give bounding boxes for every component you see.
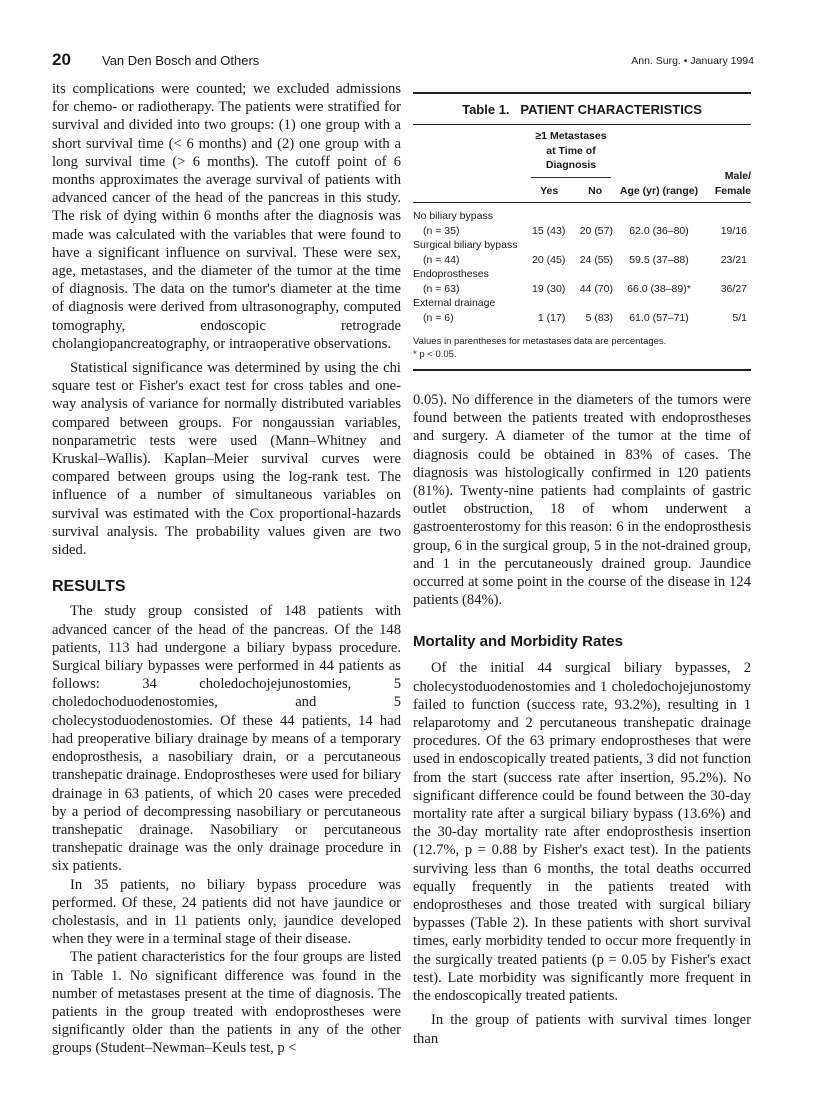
row-n: (n = 6) (423, 311, 454, 324)
row-label: External drainage (413, 297, 496, 309)
section-heading-mortality: Mortality and Morbidity Rates (413, 633, 624, 651)
column-header: No (588, 184, 603, 197)
table-footnote: * p < 0.05. (413, 349, 457, 360)
cell-yes: 20 (45) (532, 253, 566, 266)
table-row-label (413, 209, 751, 224)
table-row-label (413, 267, 751, 282)
cell-no: 5 (83) (585, 311, 613, 324)
cell-age: 61.0 (57–71) (629, 311, 689, 324)
journal-citation: Ann. Surg. • January 1994 (631, 55, 754, 67)
column-header: Age (yr) (range) (619, 184, 699, 197)
cell-yes: 15 (43) (532, 224, 566, 237)
paragraph: The patient characteristics for the four groups are listed in Table 1. No significant difference was found in the number of metastases present at the time of diagnosis. The patients in the group treated with endoprostheses were significantly older than the patients in any of the other groups (Student–Newman–Keuls test, p < (52, 949, 401, 1057)
table-row (413, 282, 751, 297)
running-title: Van Den Bosch and Others (102, 53, 260, 68)
cell-no: 44 (70) (579, 282, 613, 295)
row-label: Endoprostheses (413, 268, 489, 280)
paragraph: 0.05). No difference in the diameters of the tumors were found between the patients treated with endoprostheses and surgery. A diameter of the tumor at the time of diagnosis could be obtained in 83% of cases. The diagnosis was histologically confirmed in 120 patients (81%). Twenty-nine patients had complaints of gastric outlet obstruction, 18 of whom underwent a gastroenterostomy for this reason: 6 in the endoprosthesis group, 6 in the surgical group, 5 in the not-drained group, and 1 in the percutaneously drained group. Jaundice occurred at some point in the course of the disease in 124 patients (84%). (413, 392, 751, 609)
table-row (413, 253, 751, 268)
table-note: Values in parentheses for metastases data are percentages. (413, 336, 667, 347)
cell-yes: 1 (17) (537, 311, 566, 324)
cell-no: 24 (55) (579, 253, 613, 266)
right-column (413, 92, 751, 1048)
table-title: Table 1. PATIENT CHARACTERISTICS (462, 102, 702, 117)
page-number: 20 (52, 50, 71, 69)
row-n: (n = 63) (423, 282, 460, 295)
cell-sex: 23/21 (720, 253, 747, 266)
cell-no: 20 (57) (579, 224, 613, 237)
cell-sex: 5/1 (732, 311, 747, 324)
left-column (52, 80, 401, 1058)
row-n: (n = 35) (423, 224, 460, 237)
cell-sex: 19/16 (720, 224, 747, 237)
table-row-label (413, 238, 751, 253)
row-label: No biliary bypass (413, 210, 493, 222)
paragraph: In the group of patients with survival times longer than (413, 1012, 751, 1047)
table-row (413, 311, 751, 326)
paragraph: The study group consisted of 148 patients with advanced cancer of the head of the pancreas. Of the 148 patients, 113 had undergone a biliary bypass procedure. Surgical biliary bypasses were performed in 44 patients as follows: 34 choledochojejunostomies, 5 choledochoduodenostomies, and 5 cholecystoduodenostomies. Of these 44 patients, 14 had had preoperative biliary drainage by means of a temporary endoprosthesis, a nasobiliary drain, or a percutaneous transhepatic drainage. Endoprostheses were used for biliary drainage in 63 patients, of which 20 cases were preceded by a period of decompressing nasobiliary or percutaneous transhepatic drainage. Nasobiliary or percutaneous transhepatic drainage was the only drainage procedure in six patients. (52, 603, 401, 875)
section-heading-results: RESULTS (52, 578, 126, 596)
paragraph: its complications were counted; we excluded admissions for chemo- or radiotherapy. The patients were stratified for survival and divided into two groups: (1) one group with a short survival time (< 6 months) and (2) one group with a long survival time (> 6 months). The cutoff point of 6 months approximates the average survival of patients with advanced cancer of the head of the pancreas in this study. The risk of dying within 6 months after the diagnosis was made was calculated with the variables that were found to have a significant influence on survival. These were sex, age, metastases, and the diameter of the tumor at the time of diagnosis. The data on the tumor's diameter at the time of diagnosis were derived from ultrasonography, computed tomography, endoscopic retrograde cholangiopancreatography, or intraoperative observations. (52, 81, 401, 352)
row-label: Surgical biliary bypass (413, 239, 518, 251)
cell-age: 62.0 (36–80) (629, 224, 689, 237)
cell-sex: 36/27 (720, 282, 747, 295)
patient-characteristics-table (413, 125, 751, 325)
paragraph: Of the initial 44 surgical biliary bypasses, 2 cholecystoduodenostomies and 1 choledochojejunostomy failed to function (success rate, 93.2%), resulting in 1 relaparotomy and 2 percutaneous transhepatic drainage procedures. Of the 63 primary endoprostheses that were used in endoscopically treated patients, 3 did not function from the start (success rate after insertion, 95.2%). No significant difference could be found between the 30-day mortality rate after a surgical biliary bypass (13.6%) and the 30-day mortality rate after endoprosthesis insertion (12.7%, p = 0.88 by Fisher's exact test). In the patients surviving less than 6 months, the total deaths occurred equally frequently in the patients treated with endoprostheses and those treated with surgical biliary bypasses (Table 2). In these patients with short survival times, early morbidity tended to occur more frequently in the surgically treated patients (p = 0.05 by Fisher's exact test). Late morbidity was significantly more frequent in the endoscopically treated patients. (413, 660, 751, 1005)
table-row (413, 224, 751, 239)
row-n: (n = 44) (423, 253, 460, 266)
cell-yes: 19 (30) (532, 282, 566, 295)
metastases-group-header: ≥1 Metastases at Time of Diagnosis (531, 129, 611, 178)
cell-age: 66.0 (38–89)* (627, 282, 691, 295)
table-row-label (413, 296, 751, 311)
column-header: Yes (540, 184, 559, 197)
paragraph: In 35 patients, no biliary bypass procedure was performed. Of these, 24 patients did not have jaundice or cholestasis, and in 11 patients only, jaundice developed when they were in a terminal stage of their disease. (52, 876, 401, 948)
paragraph: Statistical significance was determined by using the chi square test or Fisher's exact test for cross tables and one-way analysis of variance for normally distributed variables compared between groups. For nongaussian variables, nonparametric tests were used (Mann–Whitney and Kruskal–Wallis). Kaplan–Meier survival curves were compared between groups using the log-rank test. The influence of a number of simultaneous variables on survival was estimated with the Cox proportional-hazards survival analysis. The probability values given are two sided. (52, 360, 401, 559)
column-header: Male/ Female (714, 170, 751, 197)
cell-age: 59.5 (37–88) (629, 253, 689, 266)
table-1 (413, 92, 751, 371)
